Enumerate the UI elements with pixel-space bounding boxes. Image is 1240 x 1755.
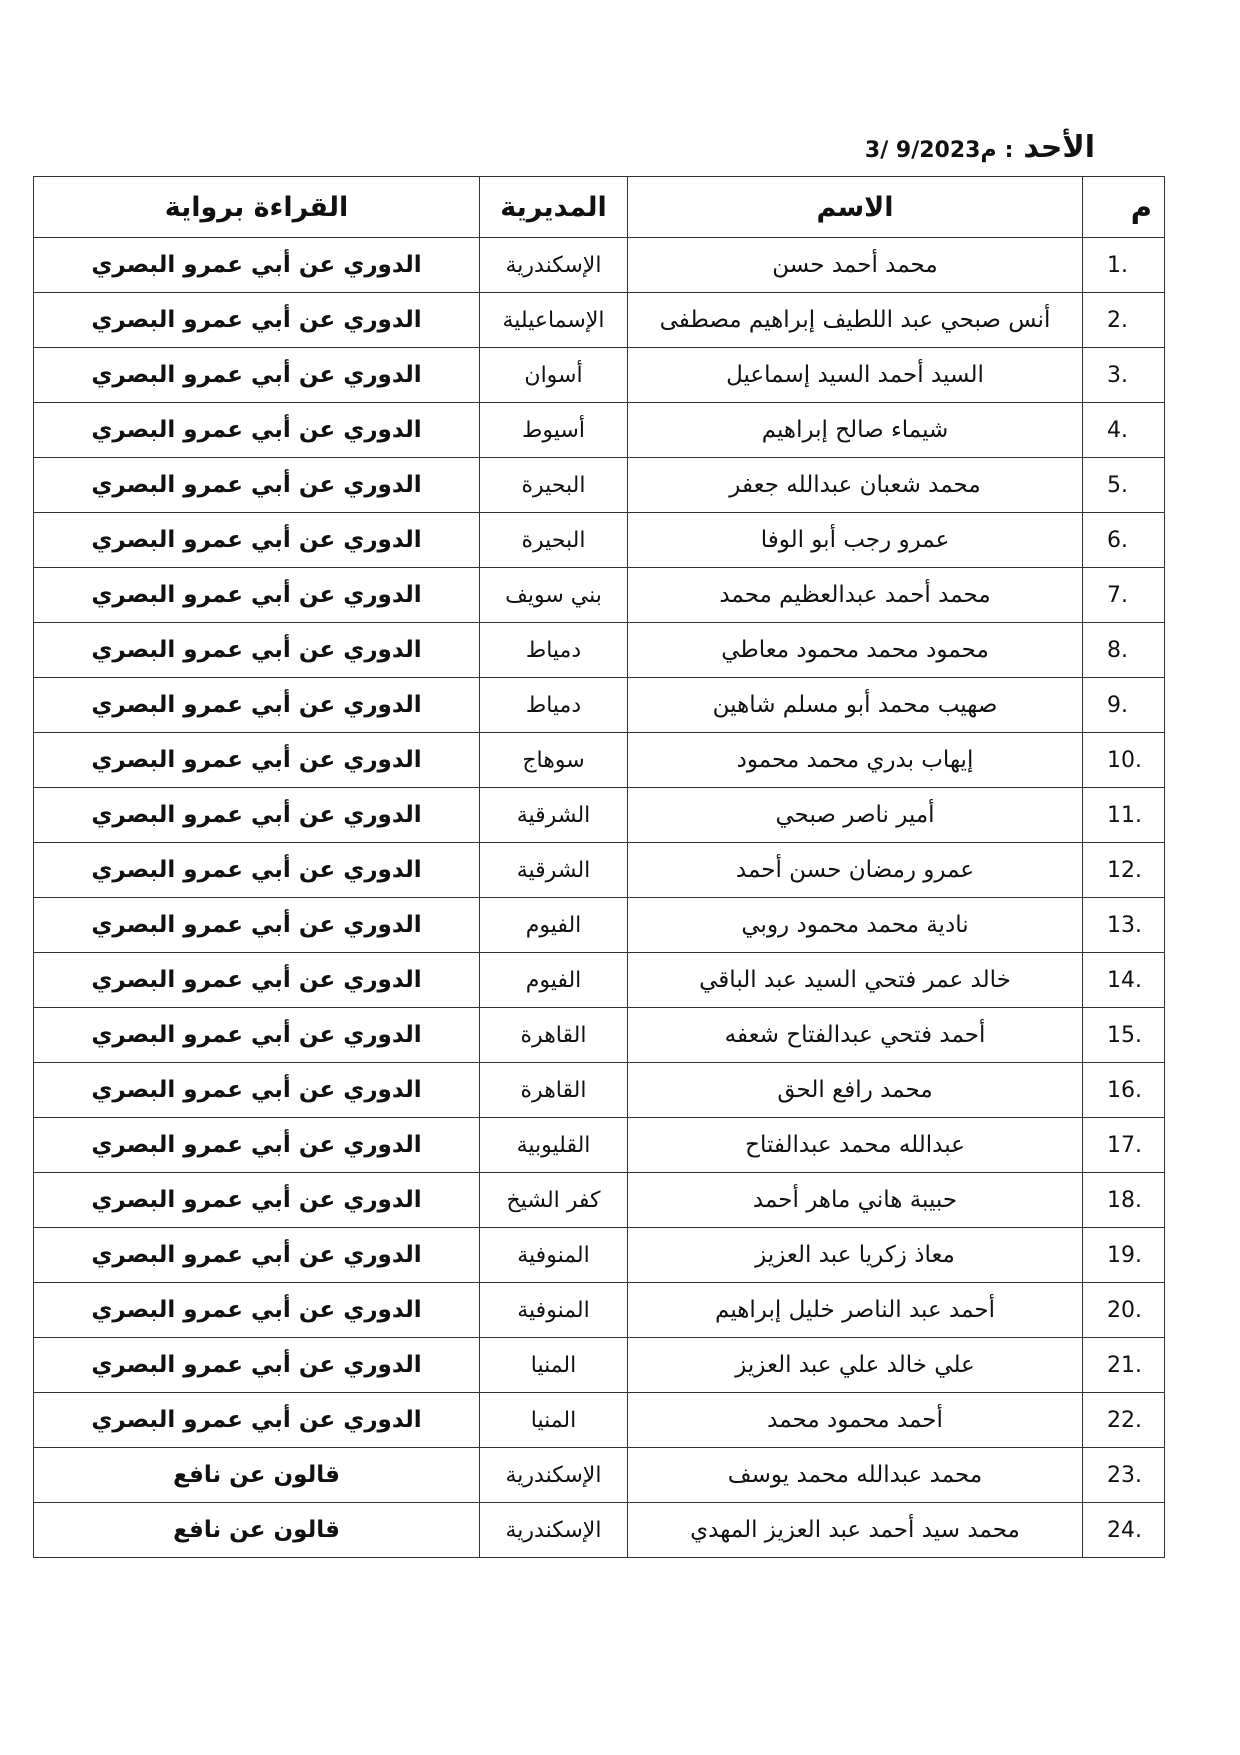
reading-narration: قالون عن نافع [34, 1448, 480, 1503]
reading-narration: الدوري عن أبي عمرو البصري [34, 1173, 480, 1228]
table-row [34, 348, 1165, 403]
participant-name: أحمد فتحي عبدالفتاح شعفه [628, 1008, 1083, 1063]
participant-name: أحمد عبد الناصر خليل إبراهيم [628, 1283, 1083, 1338]
participant-name: عمرو رمضان حسن أحمد [628, 843, 1083, 898]
directorate-name: المنيا [480, 1393, 628, 1448]
participant-name: محمد رافع الحق [628, 1063, 1083, 1118]
participant-name: شيماء صالح إبراهيم [628, 403, 1083, 458]
participant-name: محمود محمد محمود معاطي [628, 623, 1083, 678]
participant-name: محمد عبدالله محمد يوسف [628, 1448, 1083, 1503]
directorate-name: بني سويف [480, 568, 628, 623]
participant-name: أمير ناصر صبحي [628, 788, 1083, 843]
reading-narration: الدوري عن أبي عمرو البصري [34, 458, 480, 513]
reading-narration: الدوري عن أبي عمرو البصري [34, 678, 480, 733]
participant-name: أنس صبحي عبد اللطيف إبراهيم مصطفى [628, 293, 1083, 348]
date-header [865, 130, 1095, 170]
reading-narration: الدوري عن أبي عمرو البصري [34, 788, 480, 843]
reading-narration: الدوري عن أبي عمرو البصري [34, 1393, 480, 1448]
participant-name: محمد شعبان عبدالله جعفر [628, 458, 1083, 513]
participant-name: أحمد محمود محمد [628, 1393, 1083, 1448]
directorate-name: الإسكندرية [480, 1448, 628, 1503]
participant-name: محمد سيد أحمد عبد العزيز المهدي [628, 1503, 1083, 1558]
table-row [34, 1338, 1165, 1393]
directorate-name: الإسكندرية [480, 1503, 628, 1558]
row-number: 3. [1083, 348, 1165, 403]
column-header-directorate: المديرية [480, 177, 628, 238]
schedule-table [33, 176, 1165, 1558]
row-number: 18. [1083, 1173, 1165, 1228]
directorate-name: الإسماعيلية [480, 293, 628, 348]
participant-name: إيهاب بدري محمد محمود [628, 733, 1083, 788]
table-row [34, 403, 1165, 458]
directorate-name: الفيوم [480, 953, 628, 1008]
row-number: 24. [1083, 1503, 1165, 1558]
participant-name: عمرو رجب أبو الوفا [628, 513, 1083, 568]
row-number: 2. [1083, 293, 1165, 348]
row-number: 9. [1083, 678, 1165, 733]
row-number: 5. [1083, 458, 1165, 513]
directorate-name: المنوفية [480, 1283, 628, 1338]
row-number: 19. [1083, 1228, 1165, 1283]
reading-narration: الدوري عن أبي عمرو البصري [34, 843, 480, 898]
row-number: 22. [1083, 1393, 1165, 1448]
reading-narration: الدوري عن أبي عمرو البصري [34, 513, 480, 568]
participant-name: صهيب محمد أبو مسلم شاهين [628, 678, 1083, 733]
table-row [34, 1503, 1165, 1558]
reading-narration: الدوري عن أبي عمرو البصري [34, 1008, 480, 1063]
date-separator: : [1004, 138, 1014, 163]
reading-narration: الدوري عن أبي عمرو البصري [34, 898, 480, 953]
table-row [34, 1393, 1165, 1448]
row-number: 14. [1083, 953, 1165, 1008]
table-row [34, 1228, 1165, 1283]
directorate-name: دمياط [480, 623, 628, 678]
directorate-name: المنوفية [480, 1228, 628, 1283]
table-row [34, 678, 1165, 733]
table-row [34, 1008, 1165, 1063]
reading-narration: الدوري عن أبي عمرو البصري [34, 623, 480, 678]
table-row [34, 898, 1165, 953]
reading-narration: الدوري عن أبي عمرو البصري [34, 403, 480, 458]
directorate-name: الإسكندرية [480, 238, 628, 293]
row-number: 16. [1083, 1063, 1165, 1118]
reading-narration: الدوري عن أبي عمرو البصري [34, 1063, 480, 1118]
row-number: 10. [1083, 733, 1165, 788]
day-label: الأحد [1023, 130, 1095, 165]
directorate-name: القاهرة [480, 1008, 628, 1063]
directorate-name: أسوان [480, 348, 628, 403]
column-header-number: م [1083, 177, 1165, 238]
reading-narration: الدوري عن أبي عمرو البصري [34, 953, 480, 1008]
table-header-row [34, 177, 1165, 238]
table-row [34, 733, 1165, 788]
table-row [34, 1118, 1165, 1173]
row-number: 21. [1083, 1338, 1165, 1393]
column-header-name: الاسم [628, 177, 1083, 238]
row-number: 15. [1083, 1008, 1165, 1063]
row-number: 4. [1083, 403, 1165, 458]
table-row [34, 238, 1165, 293]
reading-narration: الدوري عن أبي عمرو البصري [34, 1118, 480, 1173]
row-number: 6. [1083, 513, 1165, 568]
row-number: 11. [1083, 788, 1165, 843]
table-row [34, 1173, 1165, 1228]
reading-narration: الدوري عن أبي عمرو البصري [34, 568, 480, 623]
participant-name: محمد أحمد عبدالعظيم محمد [628, 568, 1083, 623]
table-row [34, 1448, 1165, 1503]
table-row [34, 1063, 1165, 1118]
directorate-name: أسيوط [480, 403, 628, 458]
reading-narration: الدوري عن أبي عمرو البصري [34, 1338, 480, 1393]
participant-name: خالد عمر فتحي السيد عبد الباقي [628, 953, 1083, 1008]
reading-narration: الدوري عن أبي عمرو البصري [34, 348, 480, 403]
directorate-name: البحيرة [480, 458, 628, 513]
reading-narration: الدوري عن أبي عمرو البصري [34, 293, 480, 348]
directorate-name: سوهاج [480, 733, 628, 788]
participant-name: نادية محمد محمود روبي [628, 898, 1083, 953]
row-number: 7. [1083, 568, 1165, 623]
directorate-name: الفيوم [480, 898, 628, 953]
table-row [34, 953, 1165, 1008]
participant-name: محمد أحمد حسن [628, 238, 1083, 293]
directorate-name: القاهرة [480, 1063, 628, 1118]
directorate-name: القليوبية [480, 1118, 628, 1173]
row-number: 20. [1083, 1283, 1165, 1338]
table-row [34, 513, 1165, 568]
participant-name: عبدالله محمد عبدالفتاح [628, 1118, 1083, 1173]
directorate-name: كفر الشيخ [480, 1173, 628, 1228]
table-body [34, 238, 1165, 1558]
reading-narration: قالون عن نافع [34, 1503, 480, 1558]
table-row [34, 843, 1165, 898]
table-row [34, 568, 1165, 623]
table-row [34, 788, 1165, 843]
table-row [34, 623, 1165, 678]
reading-narration: الدوري عن أبي عمرو البصري [34, 733, 480, 788]
row-number: 1. [1083, 238, 1165, 293]
reading-narration: الدوري عن أبي عمرو البصري [34, 1228, 480, 1283]
row-number: 12. [1083, 843, 1165, 898]
reading-narration: الدوري عن أبي عمرو البصري [34, 238, 480, 293]
table-row [34, 458, 1165, 513]
participant-name: حبيبة هاني ماهر أحمد [628, 1173, 1083, 1228]
directorate-name: الشرقية [480, 843, 628, 898]
participant-name: علي خالد علي عبد العزيز [628, 1338, 1083, 1393]
directorate-name: دمياط [480, 678, 628, 733]
row-number: 8. [1083, 623, 1165, 678]
directorate-name: المنيا [480, 1338, 628, 1393]
participant-name: معاذ زكريا عبد العزيز [628, 1228, 1083, 1283]
table-row [34, 293, 1165, 348]
directorate-name: الشرقية [480, 788, 628, 843]
date-value: 3/ 9/2023م [864, 138, 997, 163]
table-row [34, 1283, 1165, 1338]
row-number: 13. [1083, 898, 1165, 953]
column-header-reading: القراءة برواية [34, 177, 480, 238]
row-number: 23. [1083, 1448, 1165, 1503]
reading-narration: الدوري عن أبي عمرو البصري [34, 1283, 480, 1338]
participant-name: السيد أحمد السيد إسماعيل [628, 348, 1083, 403]
directorate-name: البحيرة [480, 513, 628, 568]
row-number: 17. [1083, 1118, 1165, 1173]
